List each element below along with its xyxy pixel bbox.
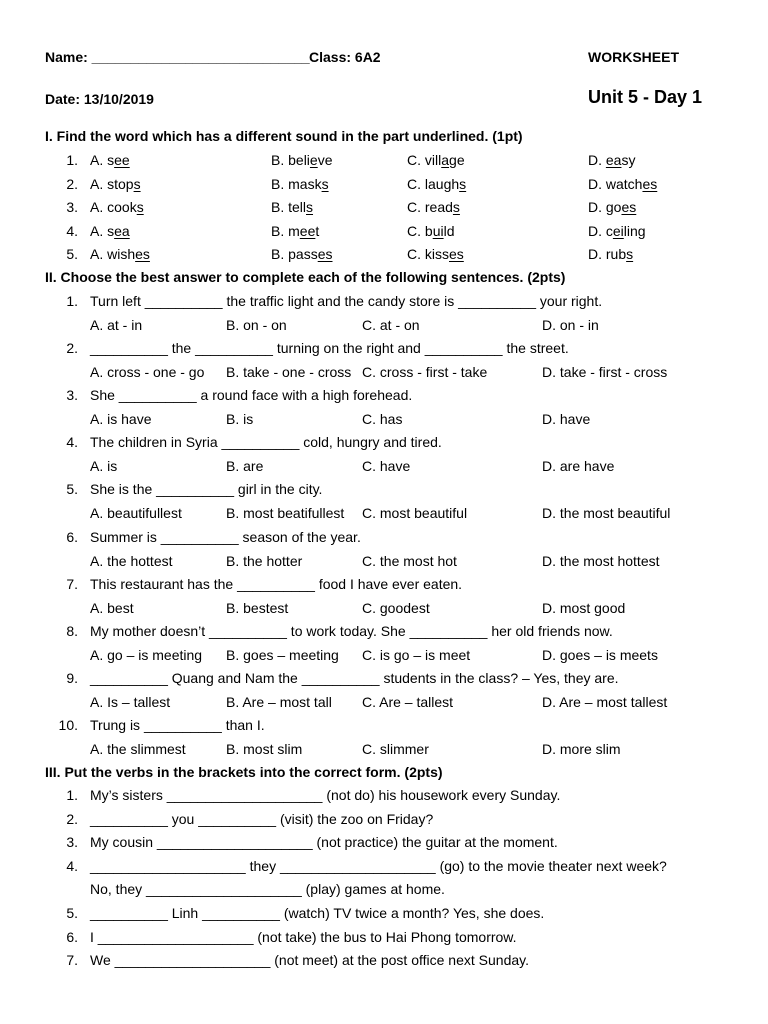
item-number: 3.: [66, 199, 78, 215]
option-text-rest: ld: [443, 222, 455, 239]
answer-option-a: A. the slimmest: [90, 740, 186, 757]
underlined-sound: ei: [612, 222, 624, 239]
answer-option-a: [90, 222, 130, 240]
underlined-sound: ui: [432, 222, 444, 239]
answer-option-b: B. Are – most tall: [226, 693, 332, 710]
question-text: She __________ a round face with a high forehead.: [90, 387, 413, 404]
worksheet-label: WORKSHEET: [588, 49, 679, 65]
option-text-rest: ve: [317, 152, 333, 168]
answer-option-b: B. most slim: [226, 740, 303, 757]
option-text: A. s: [90, 152, 115, 168]
answer-option-d: D. are have: [542, 458, 615, 475]
option-text-rest: ling: [623, 222, 646, 239]
answer-option-c: C. cross - first - take: [362, 364, 488, 381]
underlined-sound: es: [449, 246, 464, 262]
option-text: A. cook: [90, 199, 137, 215]
answer-option-d: D. most good: [542, 599, 626, 616]
question-text: Trung is __________ than I.: [90, 716, 265, 733]
date-label: Date: 13/10/2019: [45, 91, 154, 107]
answer-option-d: D. on - in: [542, 317, 599, 333]
option-text: B. beli: [271, 152, 310, 168]
answer-option-b: [271, 245, 333, 263]
answer-option-d: [588, 245, 633, 263]
answer-option-a: A. beautifullest: [90, 505, 182, 522]
option-text: C. laugh: [407, 175, 460, 192]
answer-option-a: A. best: [90, 599, 134, 616]
question-text: __________ Quang and Nam the __________ students in the class? – Yes, they are.: [90, 669, 619, 686]
answer-option-d: [588, 151, 635, 169]
section3-title: III. Put the verbs in the brackets into the correct form. (2pts): [45, 764, 443, 780]
underlined-sound: ee: [114, 152, 130, 168]
answer-option-c: C. most beautiful: [362, 505, 468, 522]
question-text: We ____________________ (not meet) at the post office next Sunday.: [90, 952, 529, 968]
answer-option-c: C. at - on: [362, 317, 420, 333]
answer-option-a: A. is have: [90, 411, 152, 428]
underlined-sound: a: [441, 152, 450, 168]
answer-option-b: B. take - one - cross: [226, 364, 352, 381]
name-field-label: Name: ____________________________: [45, 49, 310, 65]
answer-option-d: D. goes – is meets: [542, 646, 658, 663]
answer-option-b: B. bestest: [226, 599, 289, 616]
answer-option-d: [588, 198, 636, 216]
underlined-sound: es: [317, 246, 333, 262]
underlined-sound: s: [306, 199, 314, 215]
option-text: D. rub: [588, 246, 627, 262]
answer-option-b: [271, 198, 313, 216]
question-text: Summer is __________ season of the year.: [90, 528, 361, 545]
question-text: Turn left __________ the traffic light and the candy store is __________ your right.: [90, 293, 603, 309]
answer-option-d: D. the most beautiful: [542, 505, 671, 522]
question-text: This restaurant has the __________ food I have ever eaten.: [90, 575, 463, 592]
answer-option-c: [407, 151, 465, 169]
item-number: 4.: [66, 222, 78, 239]
option-text-rest: t: [315, 222, 320, 239]
answer-option-b: B. most beatifullest: [226, 505, 345, 522]
answer-option-b: B. the hotter: [226, 552, 303, 569]
option-text: C. b: [407, 222, 433, 239]
question-number: 6.: [66, 929, 78, 945]
question-number: 2.: [66, 811, 78, 827]
option-text: B. pass: [271, 246, 318, 262]
question-text: No, they ____________________ (play) games at home.: [90, 881, 445, 897]
option-text: D. c: [588, 222, 613, 239]
answer-option-a: A. at - in: [90, 317, 143, 333]
question-number: 1.: [66, 293, 78, 309]
option-text: A. wish: [90, 246, 136, 262]
answer-option-a: [90, 151, 130, 169]
item-number: 5.: [66, 246, 78, 262]
answer-option-b: B. are: [226, 458, 264, 475]
answer-option-b: B. goes – meeting: [226, 646, 339, 663]
underlined-sound: s: [626, 246, 634, 262]
question-number: 7.: [66, 575, 78, 592]
answer-option-c: C. Are – tallest: [362, 693, 454, 710]
question-number: 10.: [58, 716, 78, 733]
question-text: ____________________ they ____________________ (go) to the movie theater next week?: [90, 858, 667, 874]
option-text: D. watch: [588, 175, 643, 192]
question-number: 6.: [66, 528, 78, 545]
answer-option-c: [407, 222, 455, 240]
option-text: D. go: [588, 199, 622, 215]
answer-option-a: A. go – is meeting: [90, 646, 203, 663]
question-number: 5.: [66, 905, 78, 921]
option-text: A. stop: [90, 175, 134, 192]
option-text: D.: [588, 152, 606, 168]
question-text: My’s sisters ____________________ (not do) his housework every Sunday.: [90, 787, 561, 803]
underlined-sound: ea: [605, 152, 622, 168]
question-number: 5.: [66, 481, 78, 498]
question-number: 7.: [66, 952, 78, 968]
answer-option-a: A. is: [90, 458, 118, 475]
answer-option-c: [407, 245, 464, 263]
answer-option-c: [407, 175, 466, 193]
answer-option-b: B. on - on: [226, 317, 287, 333]
question-text: The children in Syria __________ cold, hungry and tired.: [90, 434, 442, 451]
answer-option-d: D. take - first - cross: [542, 364, 668, 381]
underlined-sound: s: [452, 199, 460, 215]
question-number: 1.: [66, 787, 78, 803]
answer-option-c: C. has: [362, 411, 403, 428]
question-number: 2.: [66, 340, 78, 357]
option-text: B. mask: [271, 175, 322, 192]
item-number: 1.: [66, 152, 78, 168]
section1-title: I. Find the word which has a different sound in the part underlined. (1pt): [45, 128, 523, 144]
underlined-sound: es: [135, 246, 150, 262]
underlined-sound: e: [309, 152, 318, 168]
answer-option-a: [90, 245, 150, 263]
option-text: A. s: [90, 222, 115, 239]
question-text: I ____________________ (not take) the bus to Hai Phong tomorrow.: [90, 929, 517, 945]
class-label: Class: 6A2: [309, 49, 381, 65]
question-number: 9.: [66, 669, 78, 686]
option-text-rest: ge: [449, 152, 465, 168]
unit-title: Unit 5 - Day 1: [588, 87, 703, 107]
option-text: C. read: [407, 199, 453, 215]
answer-option-c: C. goodest: [362, 599, 430, 616]
section2-title: II. Choose the best answer to complete each of the following sentences. (2pts): [45, 269, 566, 285]
option-text: C. vill: [407, 152, 442, 168]
underlined-sound: s: [133, 175, 141, 192]
question-text: She is the __________ girl in the city.: [90, 481, 323, 498]
question-text: My mother doesn’t __________ to work today. She __________ her old friends now.: [90, 622, 613, 639]
question-text: __________ the __________ turning on the right and __________ the street.: [90, 340, 569, 357]
answer-option-c: C. slimmer: [362, 740, 429, 757]
underlined-sound: s: [459, 175, 467, 192]
answer-option-c: C. is go – is meet: [362, 646, 471, 663]
underlined-sound: s: [136, 199, 144, 215]
answer-option-a: [90, 175, 141, 193]
underlined-sound: es: [642, 175, 658, 192]
question-text: __________ Linh __________ (watch) TV twice a month? Yes, she does.: [90, 905, 545, 921]
answer-option-d: D. more slim: [542, 740, 621, 757]
question-text: My cousin ____________________ (not practice) the guitar at the moment.: [90, 834, 558, 850]
question-number: 3.: [66, 834, 78, 850]
question-number: 8.: [66, 622, 78, 639]
item-number: 2.: [66, 175, 78, 192]
answer-option-d: [588, 175, 657, 193]
answer-option-c: C. the most hot: [362, 552, 457, 569]
answer-option-b: [271, 175, 329, 193]
underlined-sound: s: [321, 175, 329, 192]
answer-option-d: [588, 222, 646, 240]
answer-option-b: [271, 151, 333, 169]
answer-option-a: [90, 198, 144, 216]
option-text-rest: sy: [621, 152, 636, 168]
answer-option-d: D. Are – most tallest: [542, 693, 668, 710]
answer-option-c: C. have: [362, 458, 411, 475]
option-text: B. tell: [271, 199, 307, 215]
question-number: 3.: [66, 387, 78, 404]
option-text: C. kiss: [407, 246, 449, 262]
answer-option-a: A. the hottest: [90, 552, 173, 569]
question-text: __________ you __________ (visit) the zoo on Friday?: [90, 811, 434, 827]
answer-option-b: [271, 222, 319, 240]
answer-option-d: D. the most hottest: [542, 552, 660, 569]
underlined-sound: es: [621, 199, 637, 215]
answer-option-d: D. have: [542, 411, 591, 428]
answer-option-a: A. cross - one - go: [90, 364, 205, 381]
answer-option-a: A. Is – tallest: [90, 693, 171, 710]
question-number: 4.: [66, 434, 78, 451]
answer-option-b: B. is: [226, 411, 254, 428]
answer-option-c: [407, 198, 460, 216]
question-number: 4.: [66, 858, 78, 874]
underlined-sound: ea: [114, 222, 130, 239]
underlined-sound: ee: [299, 222, 316, 239]
option-text: B. m: [271, 222, 300, 239]
